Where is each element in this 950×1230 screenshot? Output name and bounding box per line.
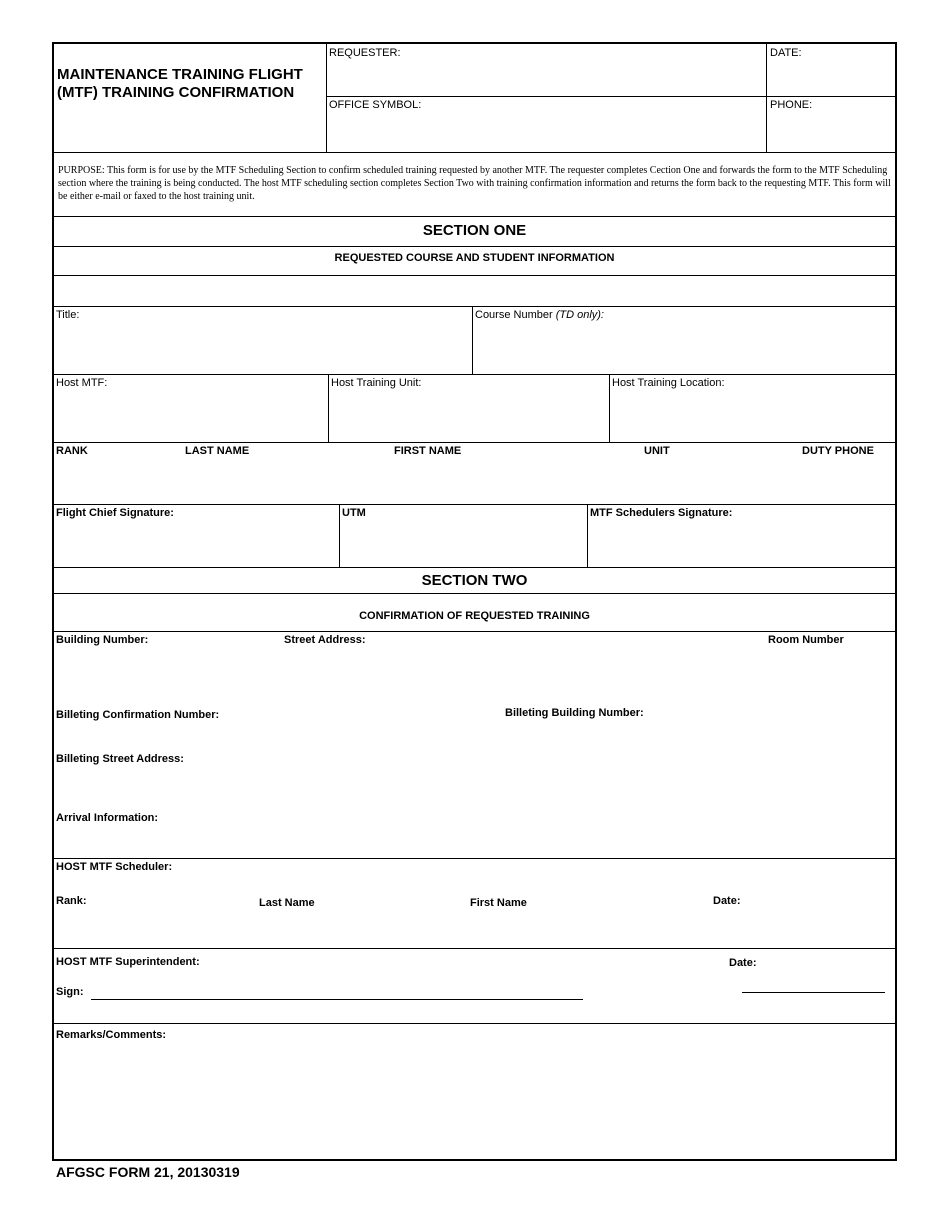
host-training-unit-input[interactable] — [331, 394, 603, 438]
divider — [54, 948, 895, 949]
purpose-text: PURPOSE: This form is for use by the MTF Scheduling Section to confirm scheduled training requested by another MTF. The requester completes Cection One and forwards the form to the MTF Scheduling section where the training is being conducted. The host MTF scheduling section completes Section Two with training confirmation information and returns the form back to the requesting MTF. This form will be either e-mail or faxed to the host training unit. — [58, 165, 891, 202]
student-last-name-input[interactable] — [185, 470, 385, 498]
signature-line — [91, 999, 583, 1000]
billeting-confirmation-input[interactable] — [224, 704, 494, 726]
remarks-textarea[interactable] — [56, 1046, 892, 1154]
mtf-schedulers-signature-label: MTF Schedulers Signature: — [590, 507, 733, 519]
divider — [54, 306, 895, 307]
header-divider — [766, 44, 767, 152]
room-number-input[interactable] — [768, 652, 892, 688]
section-one-heading: SECTION ONE — [422, 222, 527, 239]
student-duty-phone-input[interactable] — [802, 470, 892, 498]
phone-input[interactable] — [770, 116, 892, 146]
divider — [339, 504, 340, 567]
host-scheduler-label: HOST MTF Scheduler: — [56, 861, 173, 873]
remarks-label: Remarks/Comments: — [56, 1029, 167, 1041]
building-number-label: Building Number: — [56, 634, 149, 646]
divider — [54, 858, 895, 859]
scheduler-rank-label: Rank: — [56, 895, 87, 907]
superintendent-date-input[interactable] — [742, 974, 885, 992]
office-symbol-input[interactable] — [329, 116, 759, 146]
host-training-location-label: Host Training Location: — [612, 377, 725, 389]
billeting-confirmation-label: Billeting Confirmation Number: — [56, 709, 220, 721]
scheduler-last-name-input[interactable] — [259, 912, 459, 942]
billeting-street-label: Billeting Street Address: — [56, 753, 184, 765]
date-input[interactable] — [770, 64, 892, 90]
requester-input[interactable] — [329, 64, 759, 90]
column-header-rank: RANK — [56, 445, 88, 457]
billeting-building-input[interactable] — [649, 702, 892, 724]
section-one-subheading: REQUESTED COURSE AND STUDENT INFORMATION — [334, 252, 615, 264]
header-divider — [54, 152, 895, 153]
divider — [54, 442, 895, 443]
host-mtf-label: Host MTF: — [56, 377, 108, 389]
arrival-information-label: Arrival Information: — [56, 812, 159, 824]
title-input[interactable] — [56, 326, 466, 370]
divider — [54, 567, 895, 568]
utm-label: UTM — [342, 507, 366, 519]
form-id: AFGSC FORM 21, 20130319 — [56, 1164, 240, 1180]
superintendent-signature-input[interactable] — [91, 981, 583, 999]
sign-label: Sign: — [56, 986, 84, 998]
course-number-input[interactable] — [475, 326, 893, 370]
divider — [54, 1023, 895, 1024]
divider — [54, 631, 895, 632]
course-number-note: (TD only): — [555, 309, 604, 321]
column-header-unit: UNIT — [644, 445, 670, 457]
scheduler-rank-input[interactable] — [56, 912, 246, 942]
scheduler-last-name-label: Last Name — [259, 897, 315, 909]
building-number-input[interactable] — [56, 652, 276, 688]
room-number-label: Room Number — [768, 634, 844, 646]
requester-label: REQUESTER: — [329, 47, 401, 59]
divider — [609, 374, 610, 442]
column-header-last-name: LAST NAME — [185, 445, 250, 457]
divider — [587, 504, 588, 567]
scheduler-date-input[interactable] — [713, 912, 888, 942]
divider — [328, 374, 329, 442]
host-mtf-input[interactable] — [56, 394, 321, 438]
street-address-input[interactable] — [284, 652, 754, 688]
date-line — [742, 992, 885, 993]
form-title: MAINTENANCE TRAINING FLIGHT (MTF) TRAINING CONFIRMATION — [57, 66, 303, 101]
phone-label: PHONE: — [770, 99, 813, 111]
mtf-schedulers-signature-input[interactable] — [590, 524, 892, 562]
office-symbol-label: OFFICE SYMBOL: — [329, 99, 422, 111]
divider — [54, 275, 895, 276]
student-first-name-input[interactable] — [394, 470, 634, 498]
form-frame — [52, 42, 897, 1161]
date-label: DATE: — [770, 47, 802, 59]
divider — [54, 216, 895, 217]
host-training-location-input[interactable] — [612, 394, 892, 438]
student-rank-input[interactable] — [56, 470, 176, 498]
host-training-unit-label: Host Training Unit: — [331, 377, 422, 389]
flight-chief-signature-input[interactable] — [56, 524, 334, 562]
billeting-street-input[interactable] — [189, 748, 889, 770]
column-header-duty-phone: DUTY PHONE — [802, 445, 874, 457]
section-two-heading: SECTION TWO — [421, 572, 528, 589]
divider — [472, 306, 473, 374]
divider — [54, 246, 895, 247]
superintendent-date-label: Date: — [729, 957, 757, 969]
course-number-label-text: Course Number — [475, 309, 556, 321]
utm-input[interactable] — [342, 524, 582, 562]
arrival-information-input[interactable] — [164, 807, 889, 847]
divider — [54, 504, 895, 505]
section-two-subheading: CONFIRMATION OF REQUESTED TRAINING — [359, 610, 590, 622]
host-superintendent-label: HOST MTF Superintendent: — [56, 956, 200, 968]
scheduler-first-name-input[interactable] — [470, 912, 700, 942]
title-label: Title: — [56, 309, 80, 321]
column-header-first-name: FIRST NAME — [394, 445, 462, 457]
student-unit-input[interactable] — [644, 470, 794, 498]
scheduler-date-label: Date: — [713, 895, 741, 907]
course-number-label — [475, 309, 604, 321]
divider — [54, 593, 895, 594]
divider — [54, 374, 895, 375]
billeting-building-label: Billeting Building Number: — [505, 707, 644, 719]
scheduler-first-name-label: First Name — [470, 897, 527, 909]
street-address-label: Street Address: — [284, 634, 366, 646]
header-divider — [326, 44, 327, 152]
header-divider — [326, 96, 897, 97]
flight-chief-signature-label: Flight Chief Signature: — [56, 507, 174, 519]
